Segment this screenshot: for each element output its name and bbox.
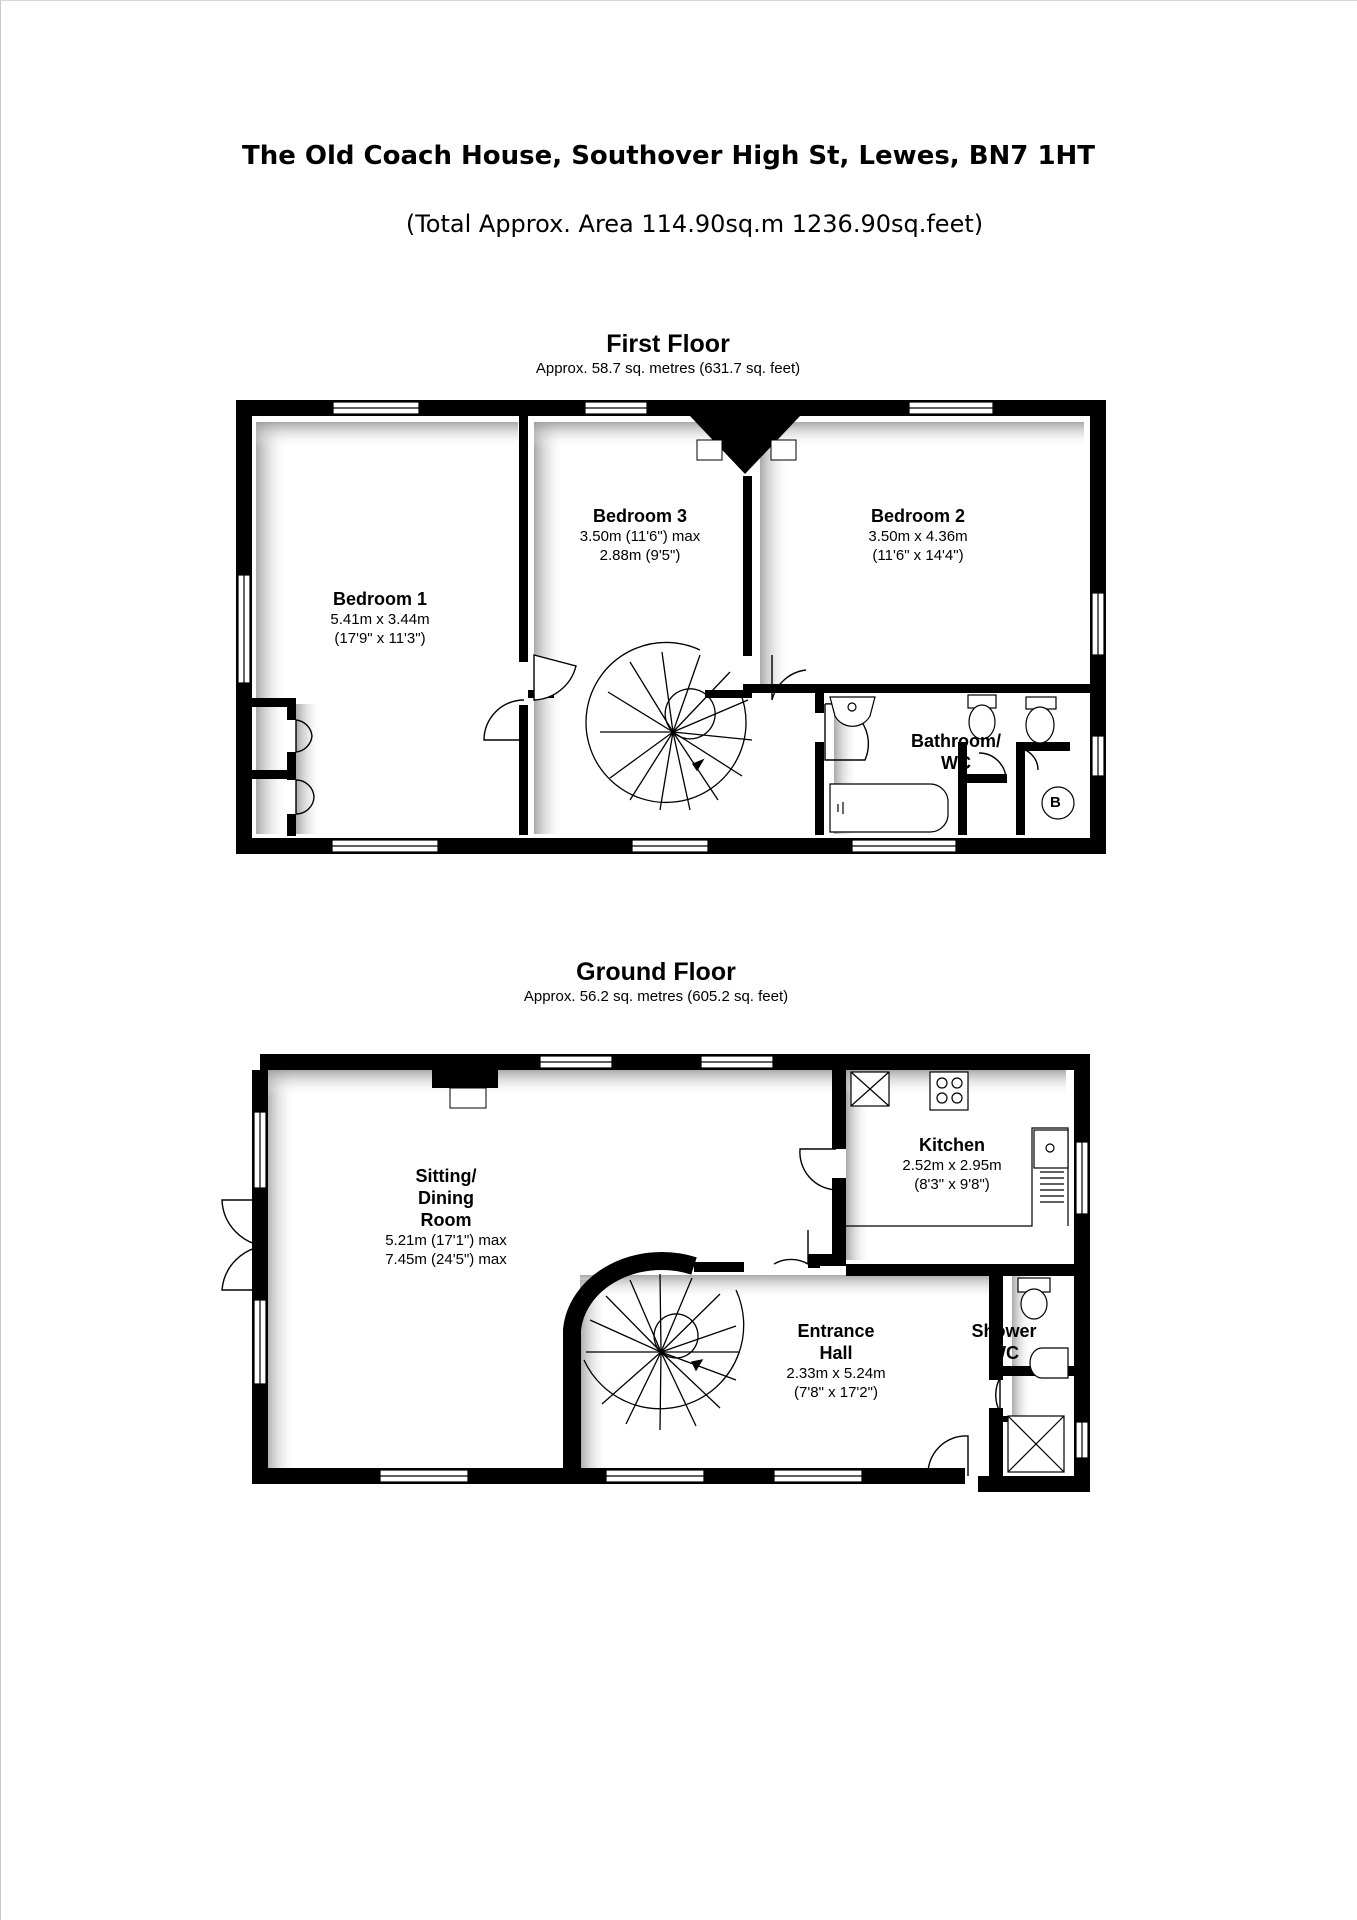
room-dimensions-metric: 3.50m (11'6") max: [579, 528, 701, 545]
room-dimensions-metric: 2.52m x 2.95m: [902, 1157, 1002, 1174]
room-dimensions-imperial: 2.88m (9'5"): [599, 547, 681, 564]
room-dimensions-max-1: 5.21m (17'1") max: [385, 1232, 507, 1249]
room-label-bedroom-2: [818, 505, 1018, 565]
first-floor-title: First Floor: [606, 330, 730, 358]
room-label-sitting-dining: [346, 1165, 546, 1269]
room-name-line3: Room: [420, 1210, 472, 1230]
room-dimensions-metric: 5.41m x 3.44m: [330, 611, 430, 628]
room-dimensions-metric: 2.33m x 5.24m: [786, 1365, 886, 1382]
room-name: Bedroom 2: [870, 506, 966, 526]
room-dimensions-imperial: (11'6" x 14'4"): [872, 547, 964, 564]
room-name: Entrance: [797, 1321, 875, 1341]
ground-floor-area: Approx. 56.2 sq. metres (605.2 sq. feet): [523, 988, 789, 1005]
room-name-line2: Hall: [819, 1343, 853, 1363]
room-name-line2: WC: [989, 1343, 1019, 1363]
room-name: Bedroom 1: [332, 589, 428, 609]
room-dimensions-max-2: 7.45m (24'5") max: [385, 1251, 507, 1268]
room-dimensions-imperial: (8'3" x 9'8"): [914, 1176, 990, 1193]
ground-floor-title: Ground Floor: [576, 958, 736, 986]
boiler-label: B: [1050, 794, 1061, 811]
room-name: Bedroom 3: [592, 506, 688, 526]
room-label-shower-wc: [934, 1320, 1074, 1364]
page-title: The Old Coach House, Southover High St, Lewes, BN7 1HT: [241, 141, 1096, 171]
room-dimensions-imperial: (17'9" x 11'3"): [334, 630, 426, 647]
room-name-line2: Dining: [418, 1188, 474, 1208]
room-name: Kitchen: [918, 1135, 985, 1155]
first-floor-area: Approx. 58.7 sq. metres (631.7 sq. feet): [535, 360, 801, 377]
room-name: Bathroom/: [911, 731, 1001, 751]
room-name: Shower: [971, 1321, 1037, 1341]
room-dimensions-imperial: (7'8" x 17'2"): [794, 1384, 878, 1401]
room-label-kitchen: [852, 1134, 1052, 1194]
room-name-line2: WC: [941, 753, 971, 773]
room-label-bedroom-1: [280, 588, 480, 648]
room-label-bathroom: [856, 730, 1056, 774]
room-dimensions-metric: 3.50m x 4.36m: [868, 528, 968, 545]
room-label-bedroom-3: [540, 505, 740, 565]
total-area-text: (Total Approx. Area 114.90sq.m 1236.90sq.feet): [405, 210, 984, 238]
room-name: Sitting/: [415, 1166, 477, 1186]
ground-floor-plan: [222, 1056, 1090, 1484]
first-floor-spiral-stair: [586, 642, 752, 810]
room-label-entrance-hall: [736, 1320, 936, 1402]
